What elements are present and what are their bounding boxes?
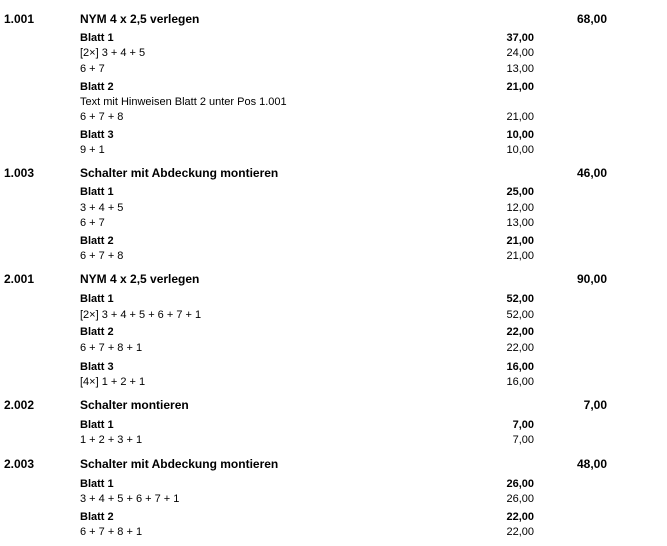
calc-value: 10,00: [506, 144, 534, 156]
sheet-label: Blatt 2: [80, 235, 114, 247]
sheet-total: 21,00: [506, 235, 534, 247]
sheet-label: Blatt 3: [80, 129, 114, 141]
calc-value: 22,00: [506, 526, 534, 538]
calc-line: 1 + 2 + 3 + 1: [80, 434, 143, 446]
calc-value: 22,00: [506, 342, 534, 354]
position-title: NYM 4 x 2,5 verlegen: [80, 12, 200, 26]
calc-line: 3 + 4 + 5 + 6 + 7 + 1: [80, 493, 180, 505]
sheet-label: Blatt 3: [80, 361, 114, 373]
sheet-total: 21,00: [506, 81, 534, 93]
calc-value: 13,00: [506, 217, 534, 229]
sheet-total: 22,00: [506, 326, 534, 338]
sheet-label: Blatt 2: [80, 81, 114, 93]
sheet-label: Blatt 1: [80, 32, 114, 44]
position-number: 1.003: [4, 166, 35, 180]
sheet-total: 25,00: [506, 186, 534, 198]
calc-line: [4×] 1 + 2 + 1: [80, 376, 146, 388]
position-number: 1.001: [4, 12, 35, 26]
sheet-label: Blatt 1: [80, 419, 114, 431]
calc-line: 3 + 4 + 5: [80, 202, 124, 214]
calc-value: 26,00: [506, 493, 534, 505]
position-number: 2.003: [4, 457, 35, 471]
position-title: Schalter mit Abdeckung montieren: [80, 166, 279, 180]
calc-line: 6 + 7 + 8 + 1: [80, 342, 143, 354]
position-title: NYM 4 x 2,5 verlegen: [80, 272, 200, 286]
position-total: 7,00: [583, 398, 607, 412]
position-total: 46,00: [576, 166, 607, 180]
calc-value: 21,00: [506, 111, 534, 123]
position-total: 68,00: [576, 12, 607, 26]
position-number: 2.002: [4, 398, 35, 412]
sheet-label: Blatt 2: [80, 326, 114, 338]
position-total: 48,00: [576, 457, 607, 471]
position-total: 90,00: [576, 272, 607, 286]
calc-value: 52,00: [506, 309, 534, 321]
calc-line: [2×] 3 + 4 + 5: [80, 47, 146, 59]
sheet-label: Blatt 1: [80, 186, 114, 198]
sheet-label: Blatt 1: [80, 293, 114, 305]
calc-value: 12,00: [506, 202, 534, 214]
sheet-total: 26,00: [506, 478, 534, 490]
calc-value: 16,00: [506, 376, 534, 388]
calc-line: 6 + 7: [80, 63, 105, 75]
sheet-total: 10,00: [506, 129, 534, 141]
sheet-label: Blatt 2: [80, 511, 114, 523]
calc-line: 6 + 7 + 8: [80, 250, 124, 262]
calc-value: 13,00: [506, 63, 534, 75]
calc-value: 24,00: [506, 47, 534, 59]
calc-line: 6 + 7 + 8: [80, 111, 124, 123]
calc-line: 6 + 7: [80, 217, 105, 229]
calc-line: 6 + 7 + 8 + 1: [80, 526, 143, 538]
sheet-total: 37,00: [506, 32, 534, 44]
sheet-total: 7,00: [512, 419, 534, 431]
sheet-total: 52,00: [506, 293, 534, 305]
sheet-total: 22,00: [506, 511, 534, 523]
position-title: Schalter mit Abdeckung montieren: [80, 457, 279, 471]
position-title: Schalter montieren: [80, 398, 189, 412]
sheet-label: Blatt 1: [80, 478, 114, 490]
calc-note: Text mit Hinweisen Blatt 2 unter Pos 1.001: [80, 96, 287, 108]
sheet-total: 16,00: [506, 361, 534, 373]
calc-line: 9 + 1: [80, 144, 105, 156]
calc-value: 21,00: [506, 250, 534, 262]
calc-value: 7,00: [512, 434, 534, 446]
position-number: 2.001: [4, 272, 35, 286]
calc-line: [2×] 3 + 4 + 5 + 6 + 7 + 1: [80, 309, 202, 321]
